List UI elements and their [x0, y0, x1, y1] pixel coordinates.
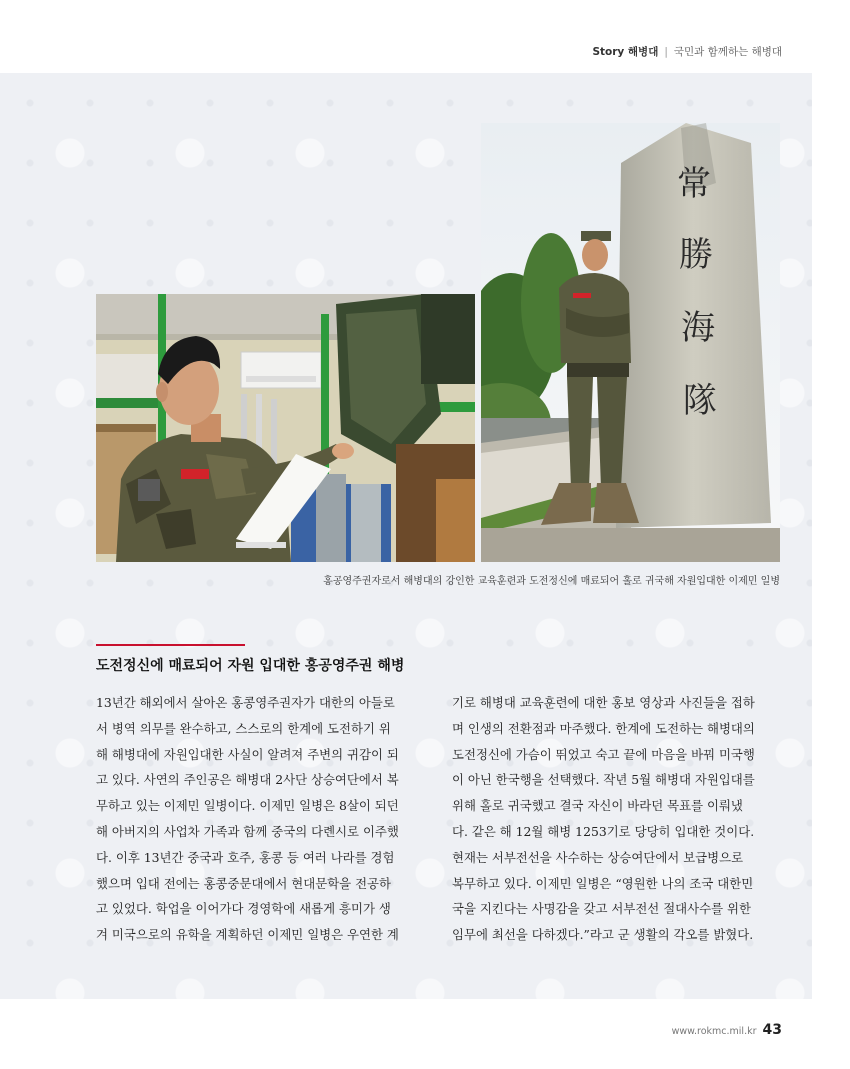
body-line: 고 있다. 사연의 주인공은 해병대 2사단 상승여단에서 복: [96, 772, 399, 788]
article-title: 도전정신에 매료되어 자원 입대한 홍공영주권 해병: [96, 658, 405, 674]
photo-stone-monument: [481, 123, 780, 562]
body-line: 다. 이후 13년간 중국과 호주, 홍콩 등 여러 나라를 경험: [96, 849, 395, 865]
body-line: 겨 미국으로의 유학을 계획하던 이제민 일병은 우연한 계: [96, 927, 399, 943]
body-line: 며 인생의 전환점과 마주했다. 한계에 도전하는 해병대의: [452, 720, 755, 736]
stone-char-1: 常: [677, 164, 711, 204]
stone-char-2: 勝: [679, 235, 713, 275]
body-line: 서 병역 의무를 완수하고, 스스로의 한계에 도전하기 위: [96, 720, 391, 736]
stone-char-3: 海: [681, 308, 715, 348]
body-line: 무하고 있는 이제민 일병이다. 이제민 일병은 8살이 되던: [96, 798, 399, 814]
article-body-left: [96, 690, 428, 948]
footer-url[interactable]: www.rokmc.mil.kr: [671, 1026, 757, 1037]
title-accent-line: [96, 644, 245, 646]
article-body-right: [452, 690, 784, 948]
body-line: 임무에 최선을 다하겠다.”라고 군 생활의 각오를 밝혔다.: [452, 927, 754, 943]
body-line: 위해 홀로 귀국했고 결국 자신이 바라던 목표를 이뤄냈: [452, 798, 743, 814]
supply-room-illustration: [96, 294, 475, 562]
stone-char-4: 隊: [683, 381, 717, 421]
header-subtitle: 국민과 함께하는 해병대: [673, 46, 782, 58]
page-header: [592, 44, 782, 59]
page-number: 43: [762, 1022, 782, 1038]
body-line: 도전정신에 가슴이 뛰었고 숙고 끝에 마음을 바꿔 미국행: [452, 746, 755, 762]
header-section: Story 해병대: [592, 46, 659, 58]
stone-monument-illustration: [481, 123, 780, 562]
photo-supply-room: [96, 294, 475, 562]
body-line: 했으며 입대 전에는 홍콩중문대에서 현대문학을 전공하: [96, 875, 391, 891]
body-line: 현재는 서부전선을 사수하는 상승여단에서 보급병으로: [452, 849, 744, 865]
body-line: 13년간 해외에서 살아온 홍콩영주권자가 대한의 아들로: [96, 695, 395, 710]
body-line: 다. 같은 해 12월 해병 1253기로 당당히 입대한 것이다.: [452, 823, 755, 839]
body-line: 복무하고 있다. 이제민 일병은 “영원한 나의 조국 대한민: [452, 875, 754, 891]
body-line: 고 있었다. 학업을 이어가다 경영학에 새롭게 흥미가 생: [96, 901, 391, 917]
body-line: 국을 지킨다는 사명감을 갖고 서부전선 절대사수를 위한: [452, 901, 751, 917]
body-line: 해 아버지의 사업차 가족과 함께 중국의 다롄시로 이주했: [96, 823, 399, 839]
body-line: 기로 해병대 교육훈련에 대한 홍보 영상과 사진들을 접하: [452, 695, 755, 710]
body-line: 이 아닌 한국행을 선택했다. 작년 5월 해병대 자원입대를: [452, 772, 755, 788]
body-line: 해 해병대에 자원입대한 사실이 알려져 주변의 귀감이 되: [96, 746, 399, 762]
header-separator: |: [664, 46, 668, 58]
photo-caption: 홍공영주권자로서 해병대의 강인한 교육훈련과 도전정신에 매료되어 홀로 귀국해 자원입대한 이제민 일병: [323, 576, 780, 587]
page-footer: [672, 1022, 782, 1038]
